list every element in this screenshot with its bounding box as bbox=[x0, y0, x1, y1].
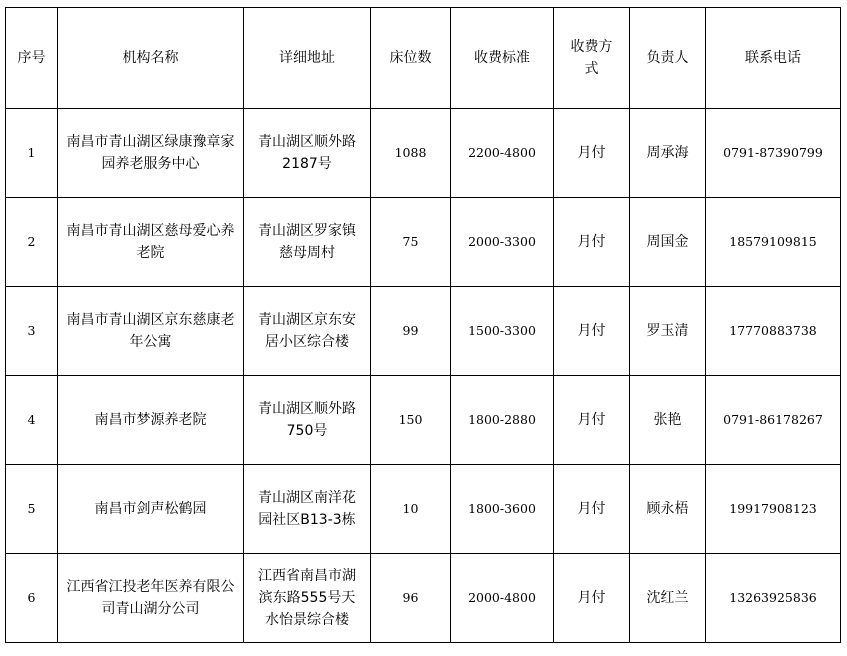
cell-beds: 75 bbox=[371, 198, 451, 287]
cell-payment: 月付 bbox=[554, 465, 630, 554]
cell-fee: 1800-3600 bbox=[451, 465, 554, 554]
cell-beds: 1088 bbox=[371, 109, 451, 198]
header-fee: 收费标准 bbox=[451, 8, 554, 109]
cell-beds: 96 bbox=[371, 554, 451, 643]
cell-index: 5 bbox=[6, 465, 58, 554]
table-row bbox=[6, 376, 841, 465]
cell-phone: 18579109815 bbox=[706, 198, 841, 287]
cell-name: 南昌市青山湖区绿康豫章家园养老服务中心 bbox=[58, 109, 244, 198]
cell-manager: 周承海 bbox=[630, 109, 706, 198]
cell-manager: 罗玉清 bbox=[630, 287, 706, 376]
header-address: 详细地址 bbox=[244, 8, 371, 109]
cell-beds: 150 bbox=[371, 376, 451, 465]
table-row bbox=[6, 287, 841, 376]
table-header-row bbox=[6, 8, 841, 109]
cell-manager: 沈红兰 bbox=[630, 554, 706, 643]
cell-fee: 1800-2880 bbox=[451, 376, 554, 465]
cell-address: 青山湖区罗家镇慈母周村 bbox=[244, 198, 371, 287]
cell-index: 1 bbox=[6, 109, 58, 198]
header-payment: 收费方式 bbox=[554, 8, 630, 109]
cell-address: 青山湖区京东安居小区综合楼 bbox=[244, 287, 371, 376]
table-row bbox=[6, 109, 841, 198]
cell-phone: 17770883738 bbox=[706, 287, 841, 376]
cell-payment: 月付 bbox=[554, 287, 630, 376]
table-row bbox=[6, 198, 841, 287]
cell-fee: 2000-4800 bbox=[451, 554, 554, 643]
cell-payment: 月付 bbox=[554, 554, 630, 643]
cell-address: 江西省南昌市湖滨东路555号天水怡景综合楼 bbox=[244, 554, 371, 643]
cell-manager: 顾永梧 bbox=[630, 465, 706, 554]
cell-payment: 月付 bbox=[554, 376, 630, 465]
cell-name: 南昌市梦源养老院 bbox=[58, 376, 244, 465]
cell-phone: 0791-86178267 bbox=[706, 376, 841, 465]
cell-address: 青山湖区顺外路2187号 bbox=[244, 109, 371, 198]
header-index: 序号 bbox=[6, 8, 58, 109]
cell-manager: 张艳 bbox=[630, 376, 706, 465]
cell-index: 6 bbox=[6, 554, 58, 643]
cell-phone: 13263925836 bbox=[706, 554, 841, 643]
cell-phone: 19917908123 bbox=[706, 465, 841, 554]
cell-beds: 99 bbox=[371, 287, 451, 376]
cell-index: 3 bbox=[6, 287, 58, 376]
cell-manager: 周国金 bbox=[630, 198, 706, 287]
elder-care-institutions-table bbox=[5, 7, 841, 643]
cell-beds: 10 bbox=[371, 465, 451, 554]
cell-name: 江西省江投老年医养有限公司青山湖分公司 bbox=[58, 554, 244, 643]
cell-index: 4 bbox=[6, 376, 58, 465]
header-manager: 负责人 bbox=[630, 8, 706, 109]
cell-payment: 月付 bbox=[554, 109, 630, 198]
table-row bbox=[6, 554, 841, 643]
table-row bbox=[6, 465, 841, 554]
cell-index: 2 bbox=[6, 198, 58, 287]
cell-payment: 月付 bbox=[554, 198, 630, 287]
cell-name: 南昌市剑声松鹤园 bbox=[58, 465, 244, 554]
cell-fee: 2000-3300 bbox=[451, 198, 554, 287]
cell-address: 青山湖区南洋花园社区B13-3栋 bbox=[244, 465, 371, 554]
header-name: 机构名称 bbox=[58, 8, 244, 109]
cell-phone: 0791-87390799 bbox=[706, 109, 841, 198]
cell-name: 南昌市青山湖区京东慈康老年公寓 bbox=[58, 287, 244, 376]
document-page bbox=[5, 7, 841, 643]
cell-fee: 2200-4800 bbox=[451, 109, 554, 198]
cell-fee: 1500-3300 bbox=[451, 287, 554, 376]
cell-address: 青山湖区顺外路750号 bbox=[244, 376, 371, 465]
header-phone: 联系电话 bbox=[706, 8, 841, 109]
header-beds: 床位数 bbox=[371, 8, 451, 109]
cell-name: 南昌市青山湖区慈母爱心养老院 bbox=[58, 198, 244, 287]
